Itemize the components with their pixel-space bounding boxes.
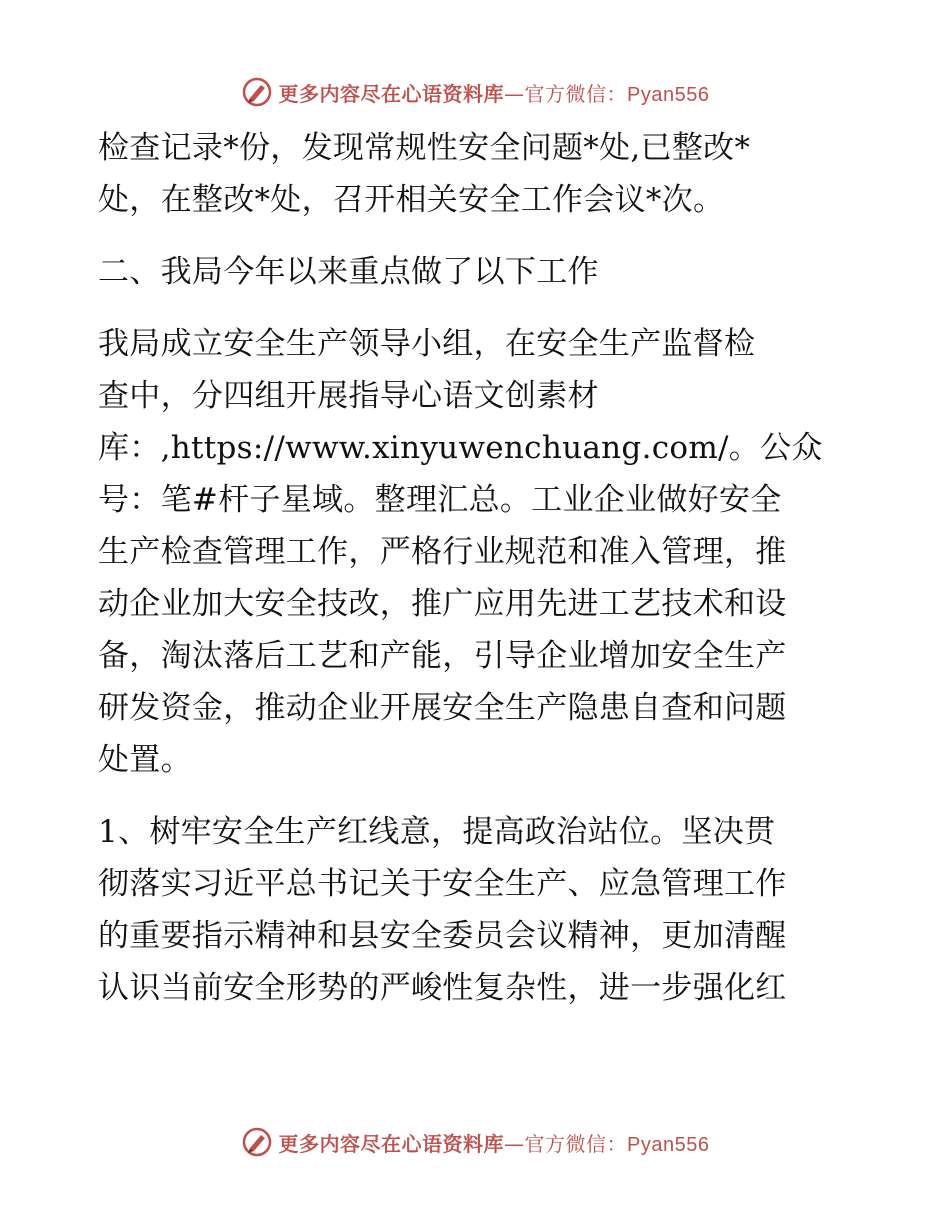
text-line: 研发资金，推动企业开展安全生产隐患自查和问题 — [98, 690, 787, 726]
pen-logo-icon — [241, 76, 273, 108]
text-line: 生产检查管理工作，严格行业规范和准入管理，推 — [98, 534, 787, 570]
watermark-official: 官方微信： — [524, 81, 628, 106]
watermark-id: Pyan556 — [627, 1133, 710, 1156]
watermark-official: 官方微信： — [524, 1131, 628, 1156]
document-body — [98, 122, 850, 1014]
watermark-id: Pyan556 — [627, 83, 710, 106]
text-line: 动企业加大安全技改，推广应用先进工艺技术和设 — [98, 586, 787, 622]
header-watermark — [0, 72, 950, 112]
text-line: 号：笔#杆子星域。整理汇总。工业企业做好安全 — [98, 482, 782, 518]
text-line: 检查记录*份，发现常规性安全问题*处,已整改* — [98, 130, 751, 166]
text-line: 认识当前安全形势的严峻性复杂性，进一步强化红 — [98, 970, 787, 1006]
watermark-main: 更多内容尽在心语资料库 — [278, 81, 505, 106]
watermark-dash: — — [504, 1131, 525, 1156]
section-heading: 二、我局今年以来重点做了以下工作 — [98, 254, 599, 290]
watermark-text — [279, 78, 710, 107]
text-line: 库：,https://www.xinyuwenchuang.com/。公众 — [98, 430, 823, 466]
text-line: 彻落实习近平总书记关于安全生产、应急管理工作 — [98, 866, 787, 902]
text-line: 1、树牢安全生产红线意，提高政治站位。坚决贯 — [98, 814, 776, 850]
watermark-text — [279, 1128, 710, 1157]
text-line: 我局成立安全生产领导小组，在安全生产监督检 — [98, 326, 756, 362]
watermark-main: 更多内容尽在心语资料库 — [278, 1131, 505, 1156]
text-line: 的重要指示精神和县安全委员会议精神，更加清醒 — [98, 918, 787, 954]
pen-logo-icon — [241, 1126, 273, 1158]
text-line: 处置。 — [98, 742, 192, 778]
watermark-dash: — — [504, 81, 525, 106]
footer-watermark — [0, 1122, 950, 1162]
text-line: 备，淘汰落后工艺和产能，引导企业增加安全生产 — [98, 638, 787, 674]
text-line: 查中，分四组开展指导心语文创素材 — [98, 378, 599, 414]
text-line: 处，在整改*处，召开相关安全工作会议*次。 — [98, 182, 725, 218]
